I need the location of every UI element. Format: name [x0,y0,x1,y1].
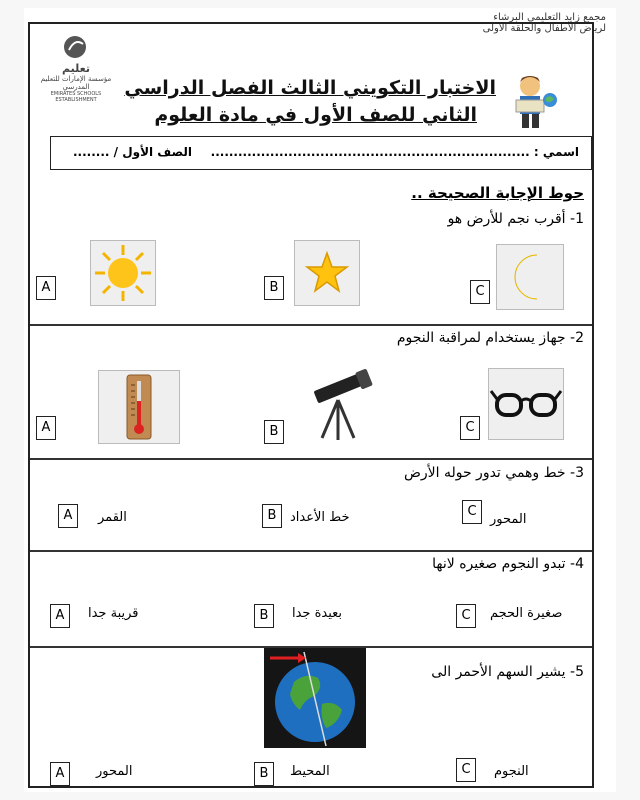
option-3-c-label: المحور [490,512,527,527]
option-5-b[interactable]: B [254,762,274,786]
title-line-1: الاختبار التكويني الثالث الفصل الدراسي [124,77,496,99]
section-divider [30,458,592,460]
sun-icon [91,241,155,305]
option-3-b[interactable]: B [262,504,282,528]
option-4-c[interactable]: C [456,604,476,628]
question-1-text: 1- أقرب نجم للأرض هو [447,211,584,227]
school-name: مجمع زايد التعليمي البرشاء لرياض الأطفال والحلقة الاولى [482,12,606,34]
student-info-box [50,136,592,170]
crescent-moon-icon [497,245,563,309]
section-divider [30,324,592,326]
question-4-text: 4- تبدو النجوم صغيره لانها [432,556,584,572]
option-3-a-label: القمر [98,510,127,525]
option-3-a[interactable]: A [58,504,78,528]
glasses-image [488,368,564,440]
section-divider [30,550,592,552]
thermometer-image [98,370,180,444]
question-2-text: 2- جهاز يستخدام لمراقبة النجوم [396,330,584,346]
question-3-text: 3- خط وهمي تدور حوله الأرض [403,465,584,481]
star-icon [295,241,359,305]
earth-globe-icon [264,648,366,748]
sun-image [90,240,156,306]
title-line-2: الثاني للصف الأول في مادة العلوم [154,104,477,126]
thermometer-icon [99,371,179,443]
option-1-a[interactable]: A [36,276,56,300]
option-4-b-label: بعيدة جدا [292,606,343,621]
option-2-b[interactable]: B [264,420,284,444]
ministry-logo: تعليم مؤسسة الإمارات للتعليم المدرسي EMIRATES SCHOOLS ESTABLISHMENT [38,34,114,103]
logo-icon [61,34,91,60]
option-4-b[interactable]: B [254,604,274,628]
option-2-a[interactable]: A [36,416,56,440]
telescope-icon [298,368,378,442]
name-field-label: اسمي : ...................................................................... [210,145,579,159]
option-3-b-label: خط الأعداد [290,510,350,525]
option-5-a[interactable]: A [50,762,70,786]
earth-image [264,648,366,748]
option-5-a-label: المحور [96,764,133,779]
option-1-c[interactable]: C [470,280,490,304]
worksheet-frame [28,22,594,788]
star-image [294,240,360,306]
worksheet-page [24,8,616,792]
option-4-a[interactable]: A [50,604,70,628]
option-3-c[interactable]: C [462,500,482,524]
question-5-text: 5- يشير السهم الأحمر الى [431,664,584,680]
class-field-label: الصف الأول / ........ [73,145,193,159]
boy-reading-icon [510,72,558,130]
option-5-c[interactable]: C [456,758,476,782]
instructions-heading: حوط الإجابة الصحيحة .. [411,184,584,202]
option-5-b-label: المحيط [290,764,330,779]
eyeglasses-icon [489,369,563,439]
option-1-b[interactable]: B [264,276,284,300]
option-5-c-label: النجوم [494,764,529,779]
option-4-c-label: صغيرة الحجم [490,606,563,621]
option-4-a-label: قريبة جدا [88,606,139,621]
moon-image [496,244,564,310]
option-2-c[interactable]: C [460,416,480,440]
telescope-image [298,368,378,442]
